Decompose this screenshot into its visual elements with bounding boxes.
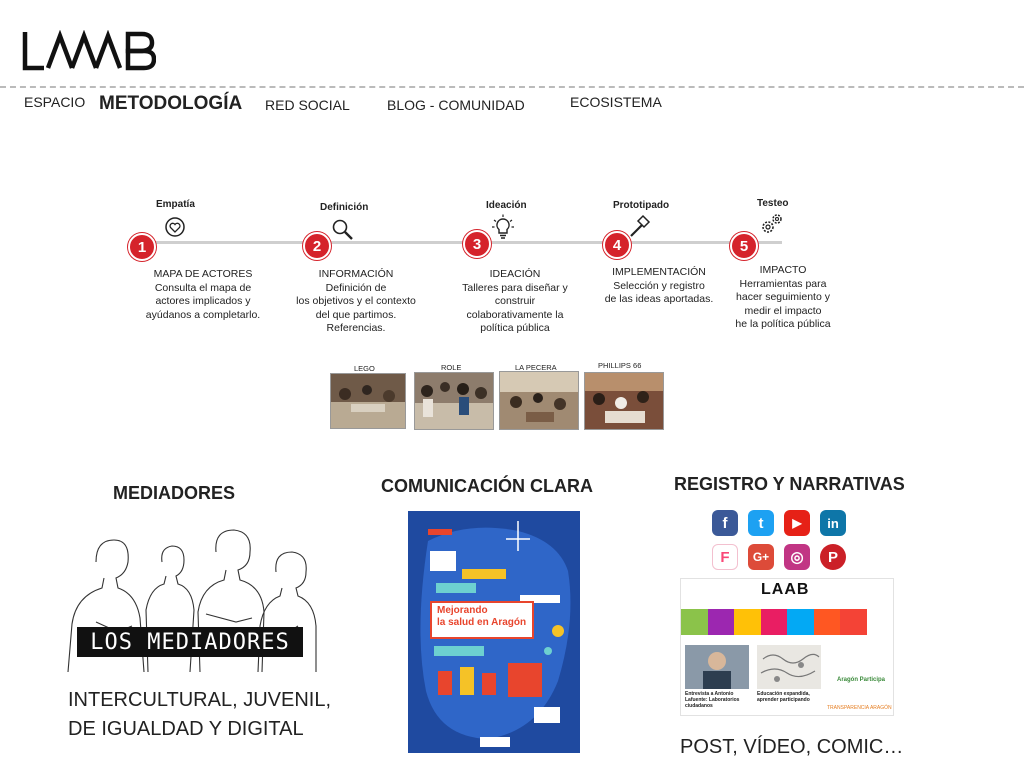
nav-blog-comunidad[interactable]: BLOG - COMUNIDAD (387, 97, 525, 113)
photo-label-role: ROLE (441, 363, 462, 372)
poster-headline-box (430, 601, 534, 639)
stage-desc-line: medir el impacto (744, 304, 822, 317)
stage-description-3 (450, 268, 580, 336)
linkedin-icon[interactable]: in (820, 510, 846, 536)
blog-post-image-1 (685, 645, 749, 689)
stage-title-testeo: Testeo (757, 198, 789, 209)
heart-chat-icon (163, 216, 187, 245)
stage-desc-line: los objetivos y el contexto (296, 295, 416, 307)
stage-title-ideacion: Ideación (486, 200, 527, 211)
registro-title: REGISTRO Y NARRATIVAS (674, 474, 905, 494)
stage-title-definicion: Definición (320, 202, 369, 213)
blog-side-widget[interactable]: Aragón Participa (837, 677, 886, 683)
stage-number-3: 3 (463, 230, 491, 258)
mediadores-caption (68, 686, 331, 744)
blog-screenshot[interactable] (680, 578, 894, 716)
facebook-icon[interactable]: f (712, 510, 738, 536)
stage-number-5: 5 (730, 232, 758, 260)
stage-desc-line: IMPACTO (759, 264, 807, 276)
stage-desc-line: de las ideas aportadas. (604, 293, 714, 305)
magnifier-icon (331, 218, 355, 247)
stage-desc-line: política pública (480, 322, 550, 334)
stage-desc-line: Consulta el mapa de (154, 281, 252, 294)
photo-label-lego: LEGO (354, 364, 375, 373)
mediadores-caption-line2: DE IGUALDAD Y DIGITAL (68, 718, 304, 740)
stage-description-4 (598, 266, 720, 307)
mediadores-banner: LOS MEDIADORES (77, 627, 303, 657)
stage-description-2 (286, 268, 426, 336)
stage-desc-line: MAPA DE ACTORES (153, 268, 253, 280)
stage-number-4: 4 (603, 231, 631, 259)
stage-desc-line: Definición de (325, 281, 387, 294)
mediadores-title: MEDIADORES (113, 483, 236, 503)
workshop-photo-la-pecera (499, 371, 579, 430)
stage-description-5 (728, 264, 838, 332)
photo-label-la-pecera: LA PECERA (515, 363, 557, 372)
process-timeline (140, 241, 782, 244)
stage-desc-line: actores implicados y (155, 295, 251, 307)
stage-desc-line: ayúdanos a completarlo. (145, 308, 261, 321)
stage-desc-line: Herramientas para (739, 277, 827, 290)
lightbulb-icon (491, 214, 515, 245)
laab-logo[interactable] (22, 30, 156, 77)
nav-ecosistema[interactable]: ECOSISTEMA (570, 94, 662, 110)
stage-desc-line: del que partimos. (315, 308, 397, 321)
twitter-icon[interactable]: t (748, 510, 774, 536)
stage-title-prototipado: Prototipado (613, 200, 670, 211)
stage-desc-line: construir (494, 295, 536, 307)
stage-desc-line: he la política pública (735, 318, 831, 330)
stage-number-2: 2 (303, 232, 331, 260)
blog-footer-transparencia[interactable]: TRANSPARENCIA ARAGÓN (827, 705, 892, 711)
stage-desc-line: Selección y registro (613, 279, 705, 292)
stage-desc-line: INFORMACIÓN (318, 268, 394, 280)
blog-post-image-2 (757, 645, 821, 689)
nav-red-social[interactable]: RED SOCIAL (265, 97, 350, 113)
header-divider (0, 86, 1024, 88)
stage-title-empatia: Empatía (156, 199, 195, 210)
stage-desc-line: hacer seguimiento y (736, 291, 830, 303)
blog-post-title-1[interactable]: Entrevista a Antonio Lafuente: Laboratorios ciudadanos (685, 691, 740, 709)
workshop-photo-role (414, 372, 494, 430)
pinterest-icon[interactable]: P (820, 544, 846, 570)
workshop-photo-phillips-66 (584, 372, 664, 430)
stage-desc-line: IDEACIÓN (489, 268, 541, 280)
stage-number-1: 1 (128, 233, 156, 261)
foursquare-icon[interactable]: F (712, 544, 738, 570)
photo-label-phillips-66: PHILLIPS 66 (598, 361, 642, 370)
hammer-icon (627, 214, 651, 243)
instagram-icon[interactable]: ◎ (784, 544, 810, 570)
registro-caption: POST, VÍDEO, COMIC… (680, 736, 904, 758)
stage-desc-line: IMPLEMENTACIÓN (612, 266, 706, 278)
stage-description-1 (138, 268, 268, 322)
comunicacion-title: COMUNICACIÓN CLARA (381, 476, 593, 496)
nav-espacio[interactable]: ESPACIO (24, 94, 86, 110)
workshop-photo-lego (330, 373, 406, 429)
blog-logo: LAAB (761, 581, 810, 598)
comunicacion-poster[interactable] (408, 511, 580, 753)
poster-headline-line2: la salud en Aragón (437, 617, 527, 628)
gears-icon (760, 212, 784, 241)
mediadores-caption-line1: INTERCULTURAL, JUVENIL, (68, 689, 332, 711)
googleplus-icon[interactable]: G+ (748, 544, 774, 570)
stage-desc-line: colaborativamente la (466, 308, 564, 321)
poster-headline-line1: Mejorando (437, 605, 488, 616)
stage-desc-line: Talleres para diseñar y (462, 281, 568, 294)
youtube-icon[interactable]: ▶ (784, 510, 810, 536)
stage-desc-line: Referencias. (326, 322, 386, 334)
blog-category-bar (681, 609, 893, 635)
nav-metodologia[interactable]: METODOLOGÍA (99, 93, 243, 114)
blog-post-title-2[interactable]: Educación expandida, aprender participando (757, 691, 810, 703)
